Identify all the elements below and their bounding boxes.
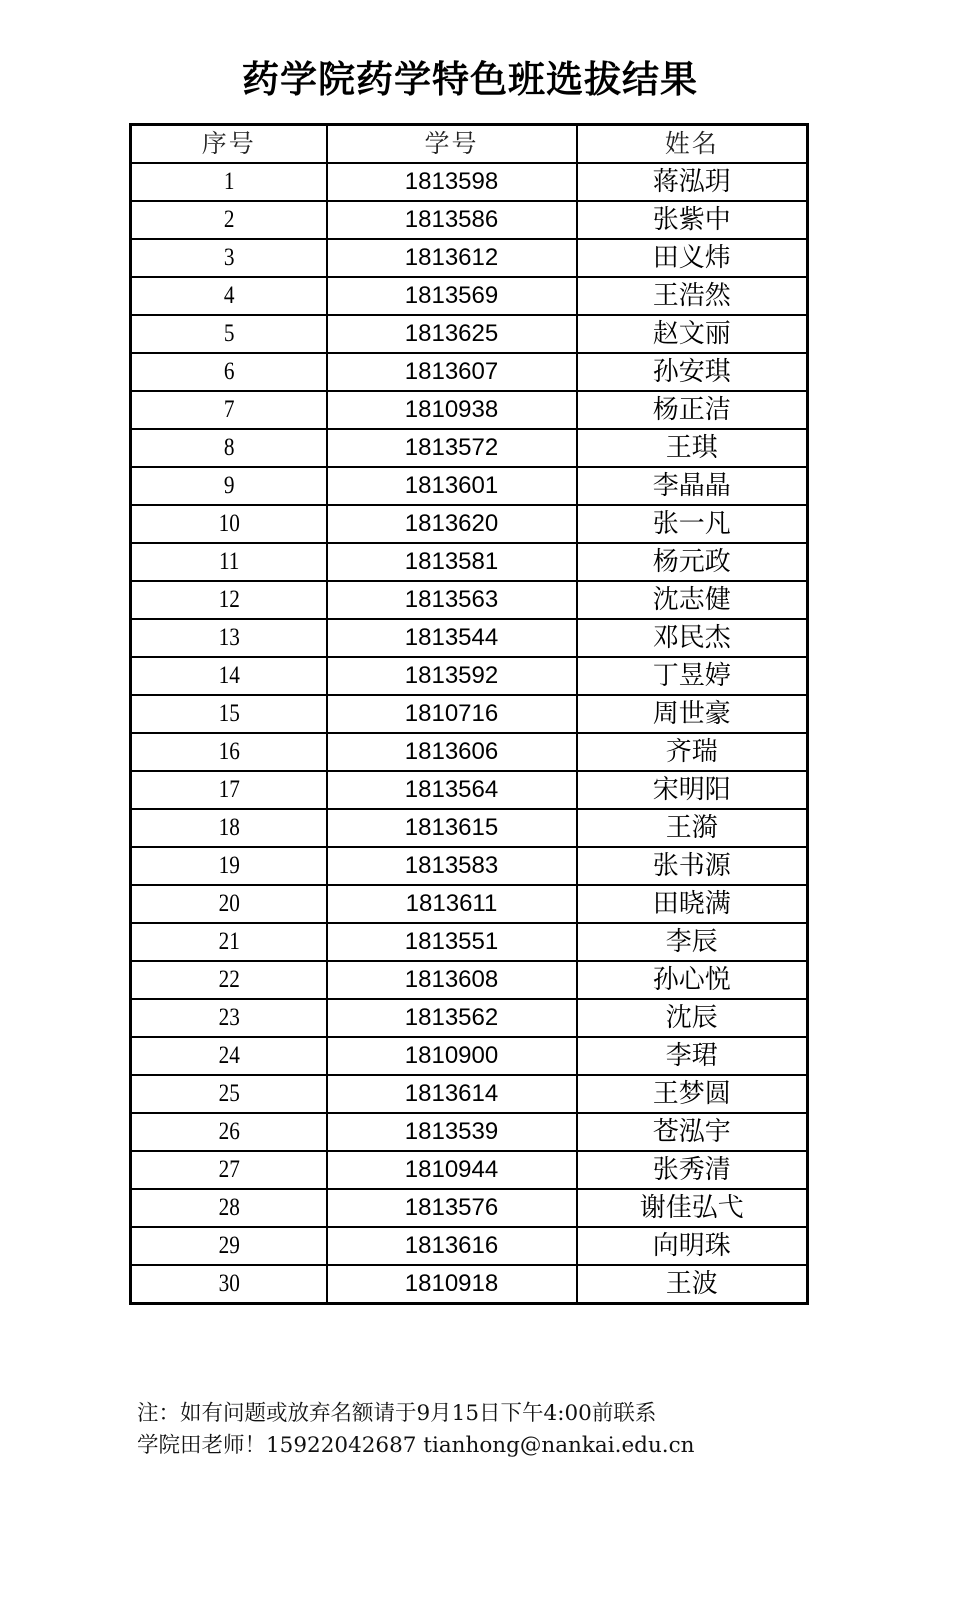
cell-name: 沈辰	[577, 999, 808, 1037]
cell-seq: 14	[145, 657, 312, 695]
table-row	[131, 657, 808, 695]
cell-student-id: 1810938	[327, 391, 577, 429]
cell-seq: 25	[145, 1075, 312, 1113]
table-row	[131, 429, 808, 467]
cell-name: 王漪	[577, 809, 808, 847]
cell-student-id: 1813544	[327, 619, 577, 657]
cell-student-id: 1813551	[327, 923, 577, 961]
cell-name: 周世豪	[577, 695, 808, 733]
table-row	[131, 391, 808, 429]
cell-name: 王波	[577, 1265, 808, 1304]
cell-name: 孙安琪	[577, 353, 808, 391]
cell-name: 谢佳弘弋	[577, 1189, 808, 1227]
cell-student-id: 1813586	[327, 201, 577, 239]
cell-student-id: 1810900	[327, 1037, 577, 1075]
cell-student-id: 1813607	[327, 353, 577, 391]
cell-seq: 10	[145, 505, 312, 543]
document-title: 药学院药学特色班选拔结果	[242, 58, 698, 101]
column-header-student-id: 学号	[327, 125, 577, 164]
table-row	[131, 695, 808, 733]
cell-seq: 9	[145, 467, 312, 505]
table-row	[131, 999, 808, 1037]
cell-name: 宋明阳	[577, 771, 808, 809]
cell-name: 向明珠	[577, 1227, 808, 1265]
cell-name: 李晶晶	[577, 467, 808, 505]
table-row	[131, 1113, 808, 1151]
cell-student-id: 1813601	[327, 467, 577, 505]
table-row	[131, 315, 808, 353]
cell-student-id: 1813592	[327, 657, 577, 695]
cell-student-id: 1813625	[327, 315, 577, 353]
cell-seq: 5	[145, 315, 312, 353]
cell-seq: 27	[145, 1151, 312, 1189]
cell-seq: 16	[145, 733, 312, 771]
contact-note	[137, 1398, 837, 1462]
cell-student-id: 1813615	[327, 809, 577, 847]
cell-seq: 7	[145, 391, 312, 429]
cell-student-id: 1813616	[327, 1227, 577, 1265]
table-row	[131, 961, 808, 999]
cell-seq: 11	[145, 543, 312, 581]
table-row	[131, 353, 808, 391]
cell-seq: 26	[145, 1113, 312, 1151]
table-row	[131, 809, 808, 847]
cell-seq: 21	[145, 923, 312, 961]
cell-name: 张秀清	[577, 1151, 808, 1189]
cell-seq: 30	[145, 1265, 312, 1304]
table-row	[131, 201, 808, 239]
table-header-row	[131, 125, 808, 164]
cell-name: 蒋泓玥	[577, 163, 808, 201]
cell-name: 李珺	[577, 1037, 808, 1075]
cell-student-id: 1813576	[327, 1189, 577, 1227]
cell-name: 杨正洁	[577, 391, 808, 429]
table-row	[131, 771, 808, 809]
cell-name: 张一凡	[577, 505, 808, 543]
cell-student-id: 1810918	[327, 1265, 577, 1304]
cell-name: 王琪	[577, 429, 808, 467]
cell-student-id: 1810944	[327, 1151, 577, 1189]
cell-name: 张紫中	[577, 201, 808, 239]
cell-student-id: 1813564	[327, 771, 577, 809]
cell-student-id: 1813539	[327, 1113, 577, 1151]
table-row	[131, 1151, 808, 1189]
note-line-2: 学院田老师！15922042687 tianhong@nankai.edu.cn	[137, 1433, 695, 1458]
cell-seq: 3	[145, 239, 312, 277]
cell-seq: 28	[145, 1189, 312, 1227]
cell-seq: 23	[145, 999, 312, 1037]
cell-student-id: 1813572	[327, 429, 577, 467]
cell-student-id: 1810716	[327, 695, 577, 733]
cell-name: 田晓满	[577, 885, 808, 923]
cell-student-id: 1813614	[327, 1075, 577, 1113]
column-header-seq: 序号	[131, 125, 327, 164]
cell-seq: 29	[145, 1227, 312, 1265]
cell-student-id: 1813598	[327, 163, 577, 201]
cell-seq: 1	[145, 163, 312, 201]
cell-student-id: 1813608	[327, 961, 577, 999]
table-row	[131, 619, 808, 657]
cell-student-id: 1813581	[327, 543, 577, 581]
cell-student-id: 1813612	[327, 239, 577, 277]
table-row	[131, 467, 808, 505]
cell-student-id: 1813563	[327, 581, 577, 619]
cell-name: 赵文丽	[577, 315, 808, 353]
cell-student-id: 1813569	[327, 277, 577, 315]
table-body	[131, 163, 808, 1304]
cell-name: 孙心悦	[577, 961, 808, 999]
cell-seq: 4	[145, 277, 312, 315]
cell-seq: 2	[145, 201, 312, 239]
cell-name: 张书源	[577, 847, 808, 885]
cell-seq: 22	[145, 961, 312, 999]
cell-seq: 20	[145, 885, 312, 923]
cell-seq: 15	[145, 695, 312, 733]
table-row	[131, 163, 808, 201]
cell-name: 沈志健	[577, 581, 808, 619]
cell-name: 李辰	[577, 923, 808, 961]
table-row	[131, 1075, 808, 1113]
cell-name: 邓民杰	[577, 619, 808, 657]
cell-student-id: 1813620	[327, 505, 577, 543]
cell-seq: 18	[145, 809, 312, 847]
cell-student-id: 1813583	[327, 847, 577, 885]
cell-seq: 8	[145, 429, 312, 467]
table-row	[131, 505, 808, 543]
table-row	[131, 277, 808, 315]
cell-name: 丁昱婷	[577, 657, 808, 695]
cell-student-id: 1813562	[327, 999, 577, 1037]
table-row	[131, 1189, 808, 1227]
table-row	[131, 543, 808, 581]
cell-seq: 24	[145, 1037, 312, 1075]
column-header-name: 姓名	[577, 125, 808, 164]
table-row	[131, 733, 808, 771]
cell-seq: 12	[145, 581, 312, 619]
cell-name: 苍泓宇	[577, 1113, 808, 1151]
cell-name: 齐瑞	[577, 733, 808, 771]
table-row	[131, 581, 808, 619]
table-row	[131, 847, 808, 885]
selection-results-table	[129, 123, 809, 1305]
table-row	[131, 1037, 808, 1075]
table-row	[131, 885, 808, 923]
table-row	[131, 1265, 808, 1304]
table-row	[131, 1227, 808, 1265]
cell-seq: 6	[145, 353, 312, 391]
table-row	[131, 923, 808, 961]
cell-seq: 19	[145, 847, 312, 885]
cell-name: 王浩然	[577, 277, 808, 315]
cell-student-id: 1813606	[327, 733, 577, 771]
cell-seq: 13	[145, 619, 312, 657]
cell-name: 杨元政	[577, 543, 808, 581]
cell-seq: 17	[145, 771, 312, 809]
cell-name: 王梦圆	[577, 1075, 808, 1113]
table-row	[131, 239, 808, 277]
note-line-1: 注：如有问题或放弃名额请于9月15日下午4:00前联系	[137, 1401, 657, 1426]
cell-name: 田义炜	[577, 239, 808, 277]
cell-student-id: 1813611	[327, 885, 577, 923]
